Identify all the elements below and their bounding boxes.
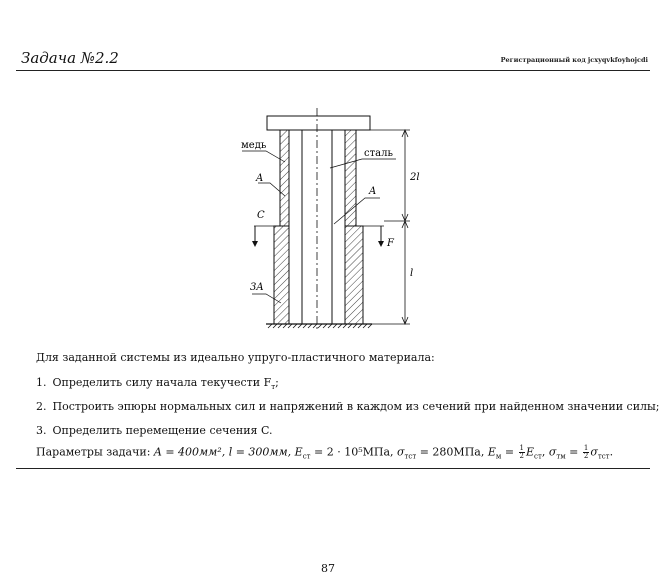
- param-sigma-copper-symbol: σ: [548, 445, 557, 459]
- param-e-copper-sub: м: [495, 452, 502, 461]
- param-sigma-copper-rhs-sub: тст: [597, 452, 610, 461]
- param-sigma-copper-sub: тм: [556, 452, 566, 461]
- label-dim-upper: 2l: [410, 172, 420, 183]
- param-e-copper-rhs-sub: ст: [534, 452, 542, 461]
- copper-bar-upper: [280, 130, 289, 226]
- page-number: 87: [321, 562, 335, 575]
- param-e-steel-sub: ст: [302, 452, 311, 461]
- copper-bar-lower: [274, 226, 289, 324]
- label-area-right: A: [369, 186, 377, 197]
- task-text: Определить силу начала текучести F: [52, 376, 272, 389]
- label-dim-lower: l: [410, 268, 414, 279]
- task-subscript: т: [271, 383, 276, 392]
- param-e-copper-rhs: E: [526, 445, 535, 459]
- param-sigma-sub: тст: [404, 452, 417, 461]
- task-parameters: Параметры задачи: A = 400мм², l = 300мм, $E_{ст} = 2 \cdot 10^5МПа$, $\sigma_{тст} = 280МПа$, $E_м$ = $\frac{1}{2}$ $E_{ст}$, $\sigma_{тм}$ = $\frac{1}{2}$ $\sigma_{тст}$.: [36, 444, 614, 461]
- task-title: Задача №2.2: [21, 49, 119, 67]
- param-end: .: [609, 445, 614, 459]
- steel-tube-upper: [345, 130, 356, 226]
- task-item-2: [36, 400, 660, 413]
- rigid-plate: [267, 116, 370, 130]
- label-point-c: C: [257, 210, 265, 221]
- param-sigma-value: = 280МПа,: [419, 445, 485, 459]
- param-sigma-copper-rhs: σ: [590, 445, 598, 459]
- steel-tube-lower: [345, 226, 363, 324]
- task-number: 1.: [36, 376, 47, 389]
- task-text: Определить перемещение сечения C.: [52, 424, 273, 437]
- label-steel: сталь: [364, 148, 393, 159]
- task-number: 3.: [36, 424, 47, 437]
- task-item-1: [36, 376, 279, 391]
- leader-area-right: [334, 198, 380, 224]
- param-sigma-symbol: σ: [397, 445, 405, 459]
- param-separator: ,: [541, 445, 546, 459]
- label-copper: медь: [241, 140, 267, 151]
- params-label: Параметры задачи:: [36, 445, 151, 459]
- label-area-top-left: A: [256, 173, 264, 184]
- param-e-steel-value: = 2 · 10⁵МПа,: [314, 445, 394, 459]
- leader-copper: [242, 151, 285, 162]
- footer-divider: [16, 468, 650, 469]
- task-number: 2.: [36, 400, 47, 413]
- label-force-f: F: [387, 238, 394, 249]
- leader-steel: [330, 159, 396, 168]
- param-l: l = 300мм,: [228, 445, 292, 459]
- task-item-3: [36, 424, 273, 437]
- problem-intro: Для заданной системы из идеально упруго-пластичного материала:: [36, 351, 435, 364]
- label-area-bottom-left: 3A: [250, 282, 264, 293]
- registration-code: Регистрационный код jcxyqvkfoyhojcdi: [500, 56, 648, 64]
- task-tail: ;: [275, 376, 279, 389]
- param-a: A = 400мм²,: [153, 445, 226, 459]
- fraction-half-2: $\frac{1}{2}$: [583, 444, 589, 460]
- param-e-steel-symbol: E: [294, 445, 303, 459]
- param-e-copper-symbol: E: [487, 445, 496, 459]
- task-text: Построить эпюры нормальных сил и напряжений в каждом из сечений при найденном значении силы;: [52, 400, 660, 413]
- fraction-half: $\frac{1}{2}$: [519, 444, 525, 460]
